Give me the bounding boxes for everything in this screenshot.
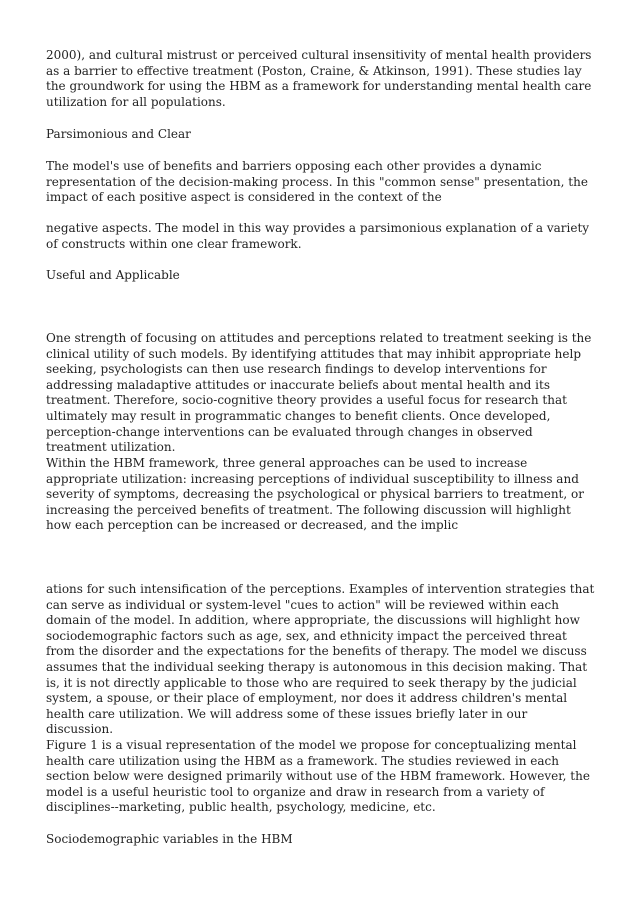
heading-parsimonious-and-clear: Parsimonious and Clear bbox=[46, 127, 191, 141]
paragraph-intensification: ations for such intensification of the perceptions. Examples of intervention strategies that can serve as individual or system-level "cues to action" will be reviewed within each domain of the model. In addition, where appropriate, the discussions will highlight how sociodemographic factors such as age, sex, and ethnicity impact the perceived threat from the disorder and the expectations for the benefits of therapy. The model we discuss assumes that the individual seeking therapy is autonomous in this decision making. That is, it is not directly applicable to those who are required to seek therapy by the judicial system, a spouse, or their place of employment, nor does it address children's mental health care utilization. We will address some of these issues briefly later in our discussion. bbox=[46, 582, 595, 737]
heading-sociodemographic-variables: Sociodemographic variables in the HBM bbox=[46, 832, 293, 846]
paragraph-cultural-mistrust: 2000), and cultural mistrust or perceived cultural insensitivity of mental health providers as a barrier to effective treatment (Poston, Craine, & Atkinson, 1991). These studies lay the groundwork for using the HBM as a framework for understanding mental health care utilization for all populations. bbox=[46, 48, 592, 109]
paragraph-three-approaches: Within the HBM framework, three general approaches can be used to increase appropriate utilization: increasing perceptions of individual susceptibility to illness and severity of symptoms, decreasing the psychological or physical barriers to treatment, or increasing the perceived benefits of treatment. The following discussion will highlight how each perception can be increased or decreased, and the implic bbox=[46, 456, 584, 533]
paragraph-negative-aspects: negative aspects. The model in this way provides a parsimonious explanation of a variety of constructs within one clear framework. bbox=[46, 221, 590, 251]
paragraph-benefits-barriers: The model's use of benefits and barriers opposing each other provides a dynamic representation of the decision-making process. In this "common sense" presentation, the impact of each positive aspect is considered in the context of the bbox=[46, 159, 588, 205]
paragraph-clinical-utility: One strength of focusing on attitudes and perceptions related to treatment seeking is the clinical utility of such models. By identifying attitudes that may inhibit appropriate help seeking, psychologists can then use research findings to develop interventions for addressing maladaptive attitudes or inaccurate beliefs about mental health and its treatment. Therefore, socio-cognitive theory provides a useful focus for research that ultimately may result in programmatic changes to benefit clients. Once developed, perception-change interventions can be evaluated through changes in observed treatment utilization. bbox=[46, 331, 592, 455]
paragraph-figure-1: Figure 1 is a visual representation of the model we propose for conceptualizing mental health care utilization using the HBM as a framework. The studies reviewed in each section below were designed primarily without use of the HBM framework. However, the model is a useful heuristic tool to organize and draw in research from a variety of disciplines--marketing, public health, psychology, medicine, etc. bbox=[46, 738, 590, 815]
heading-useful-and-applicable: Useful and Applicable bbox=[46, 268, 180, 282]
